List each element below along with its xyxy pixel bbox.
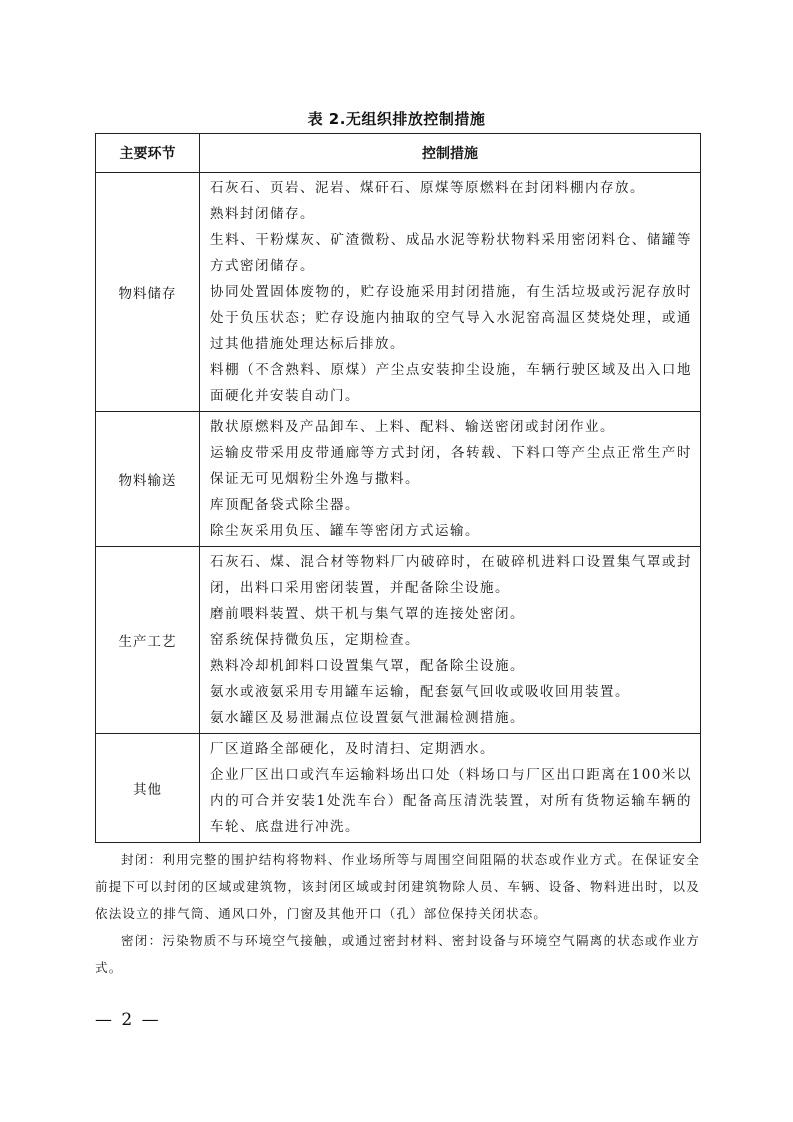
control-measures-table bbox=[95, 133, 701, 843]
measure-item: 协同处置固体废物的，贮存设施采用封闭措施，有生活垃圾或污泥存放时处于负压状态；贮存设施内抽取的空气导入水泥窑高温区焚烧处理，或通过其他措施处理达标后排放。 bbox=[210, 284, 692, 352]
table-header-row bbox=[96, 134, 701, 173]
stage-cell: 其他 bbox=[96, 734, 200, 843]
table-row bbox=[96, 734, 701, 843]
measure-item: 除尘灰采用负压、罐车等密闭方式运输。 bbox=[210, 523, 480, 539]
stage-cell: 物料储存 bbox=[96, 173, 200, 412]
stage-cell: 生产工艺 bbox=[96, 547, 200, 734]
table-row bbox=[96, 412, 701, 547]
measure-item: 料棚（不含熟料、原煤）产尘点安装抑尘设施，车辆行驶区域及出入口地面硬化并安装自动门。 bbox=[210, 362, 692, 404]
table-row bbox=[96, 547, 701, 734]
definition-enclosed: 封闭：利用完整的围护结构将物料、作业场所等与周围空间阻隔的状态或作业方式。在保证安全前提下可以封闭的区域或建筑物，该封闭区域或封闭建筑物除人员、车辆、设备、物料进出时，以及依法设立的排气筒、通风口外，门窗及其他开口（孔）部位保持关闭状态。 bbox=[95, 852, 700, 921]
measures-cell bbox=[200, 412, 701, 547]
measure-item: 运输皮带采用皮带通廊等方式封闭，各转载、下料口等产尘点正常生产时保证无可见烟粉尘外逸与撒料。 bbox=[210, 445, 692, 487]
measures-cell bbox=[200, 734, 701, 843]
measure-item: 厂区道路全部硬化，及时清扫、定期洒水。 bbox=[210, 741, 495, 757]
measure-item: 企业厂区出口或汽车运输料场出口处（料场口与厂区出口距离在100米以内的可合并安装1处洗车台）配备高压清洗装置，对所有货物运输车辆的车轮、底盘进行冲洗。 bbox=[210, 767, 692, 835]
measure-item: 散状原燃料及产品卸车、上料、配料、输送密闭或封闭作业。 bbox=[210, 419, 615, 435]
measure-item: 氨水或液氨采用专用罐车运输，配套氨气回收或吸收回用装置。 bbox=[210, 684, 630, 700]
measure-item: 石灰石、煤、混合材等物料厂内破碎时，在破碎机进料口设置集气罩或封闭，出料口采用密闭装置，并配备除尘设施。 bbox=[210, 554, 692, 596]
measure-item: 熟料封闭储存。 bbox=[210, 206, 315, 222]
header-stage: 主要环节 bbox=[96, 134, 200, 173]
measure-item: 石灰石、页岩、泥岩、煤矸石、原煤等原燃料在封闭料棚内存放。 bbox=[210, 180, 645, 196]
measures-cell bbox=[200, 547, 701, 734]
table-caption: 表 2.无组织排放控制措施 bbox=[307, 110, 486, 128]
measure-item: 窑系统保持微负压，定期检查。 bbox=[210, 632, 420, 648]
table-row bbox=[96, 173, 701, 412]
header-measures: 控制措施 bbox=[200, 134, 701, 173]
measure-item: 生料、干粉煤灰、矿渣微粉、成品水泥等粉状物料采用密闭料仓、储罐等方式密闭储存。 bbox=[210, 232, 692, 274]
measure-item: 氨水罐区及易泄漏点位设置氨气泄漏检测措施。 bbox=[210, 710, 525, 726]
measures-cell bbox=[200, 173, 701, 412]
page-number: — 2 — bbox=[95, 1010, 161, 1030]
measure-item: 熟料冷却机卸料口设置集气罩，配备除尘设施。 bbox=[210, 658, 525, 674]
measure-item: 磨前喂料装置、烘干机与集气罩的连接处密闭。 bbox=[210, 606, 525, 622]
measure-item: 库顶配备袋式除尘器。 bbox=[210, 497, 360, 513]
stage-cell: 物料输送 bbox=[96, 412, 200, 547]
definition-sealed: 密闭：污染物质不与环境空气接触，或通过密封材料、密封设备与环境空气隔离的状态或作业方式。 bbox=[95, 933, 700, 975]
